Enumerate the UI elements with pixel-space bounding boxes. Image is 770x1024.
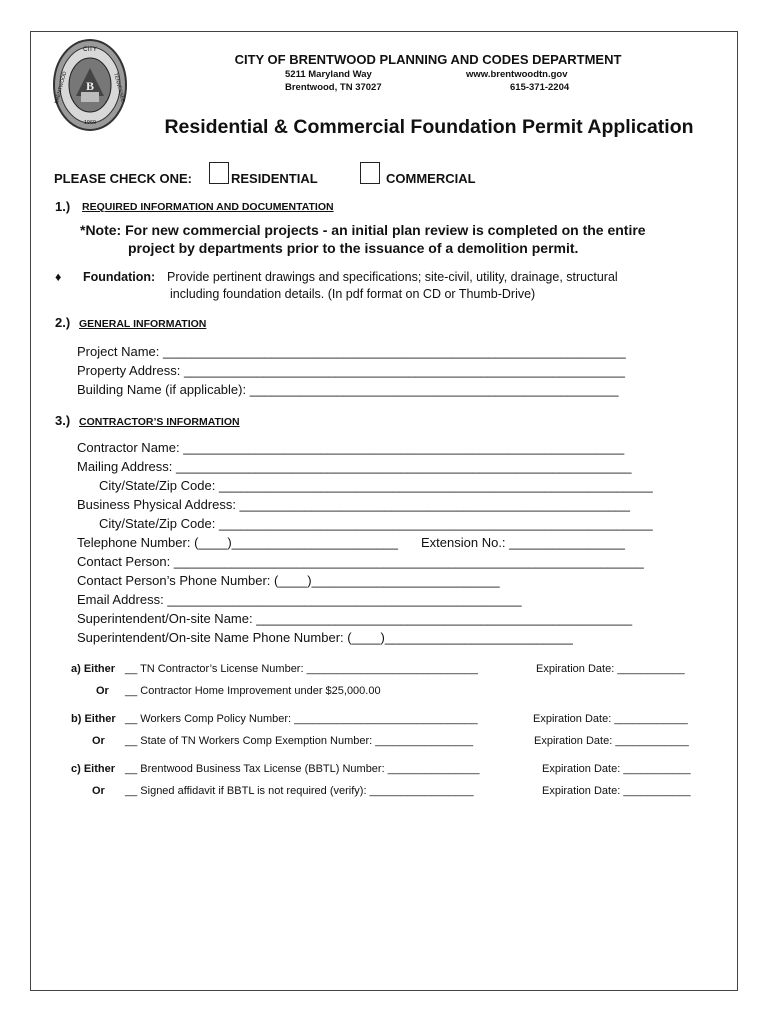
property-address-field[interactable]: Property Address: _____________________________________________________________ xyxy=(77,363,625,378)
seal-right-text: TENNESSEE xyxy=(112,72,126,104)
address-line2: Brentwood, TN 37027 xyxy=(285,82,382,93)
license-a-label: a) Either xyxy=(71,663,116,675)
business-physical-address-field[interactable]: Business Physical Address: ______________________________________________________ xyxy=(77,497,630,512)
project-name-field[interactable]: Project Name: ________________________________________________________________ xyxy=(77,344,626,359)
section1-title: REQUIRED INFORMATION AND DOCUMENTATION xyxy=(82,201,334,213)
tn-license-expiration[interactable]: Expiration Date: ___________ xyxy=(536,663,685,675)
telephone-number-field[interactable]: Telephone Number: (____)_______________________ xyxy=(77,535,398,550)
license-b-label: b) Either xyxy=(71,713,116,725)
phone-number: 615-371-2204 xyxy=(510,82,570,93)
signed-affidavit-expiration[interactable]: Expiration Date: ___________ xyxy=(542,785,691,797)
residential-checkbox[interactable] xyxy=(209,162,229,184)
seal-top-text: CITY xyxy=(83,47,97,53)
superintendent-phone-field[interactable]: Superintendent/On-site Name Phone Number: (____)__________________________ xyxy=(77,630,573,645)
check-one-label: PLEASE CHECK ONE: xyxy=(54,171,192,186)
commercial-label: COMMERCIAL xyxy=(386,171,476,186)
section2-title: GENERAL INFORMATION xyxy=(79,318,207,330)
bbtl-expiration[interactable]: Expiration Date: ___________ xyxy=(542,763,691,775)
section1-number: 1.) xyxy=(55,199,71,214)
building-name-field[interactable]: Building Name (if applicable): ___________________________________________________ xyxy=(77,382,619,397)
commercial-checkbox[interactable] xyxy=(360,162,380,184)
department-name: CITY OF BRENTWOOD PLANNING AND CODES DEPARTMENT xyxy=(234,52,622,67)
address-line1: 5211 Maryland Way xyxy=(285,69,372,80)
signed-affidavit-field[interactable]: __ Signed affidavit if BBTL is not required (verify): _________________ xyxy=(125,785,474,797)
seal-monogram: B xyxy=(85,79,95,93)
seal-left-text: BRENTWOOD xyxy=(53,70,69,105)
contact-phone-field[interactable]: Contact Person’s Phone Number: (____)__________________________ xyxy=(77,573,500,588)
foundation-text1: Provide pertinent drawings and specifications; site-civil, utility, drainage, structural xyxy=(167,270,618,284)
workers-comp-exemption-field[interactable]: __ State of TN Workers Comp Exemption Number: ________________ xyxy=(125,735,474,747)
superintendent-name-field[interactable]: Superintendent/On-site Name: ____________________________________________________ xyxy=(77,611,633,626)
section2-number: 2.) xyxy=(55,315,71,330)
license-c-or: Or xyxy=(92,785,105,797)
home-improvement-option[interactable]: __ Contractor Home Improvement under $25,000.00 xyxy=(125,685,381,697)
license-c-label: c) Either xyxy=(71,763,116,775)
section3-number: 3.) xyxy=(55,413,71,428)
extension-field[interactable]: Extension No.: ________________ xyxy=(421,535,625,550)
contact-person-field[interactable]: Contact Person: _________________________________________________________________ xyxy=(77,554,644,569)
note-line1: *Note: For new commercial projects - an initial plan review is completed on the entire xyxy=(80,222,646,238)
license-b-or: Or xyxy=(92,735,105,747)
foundation-text2: including foundation details. (In pdf format on CD or Thumb-Drive) xyxy=(170,287,536,301)
residential-label: RESIDENTIAL xyxy=(231,171,318,186)
bullet-icon: ♦ xyxy=(55,270,62,284)
page-title: Residential & Commercial Foundation Permit Application xyxy=(164,116,694,138)
workers-comp-expiration[interactable]: Expiration Date: ____________ xyxy=(533,713,688,725)
license-a-or: Or xyxy=(96,685,109,697)
section3-title: CONTRACTOR’S INFORMATION xyxy=(79,416,240,428)
bbtl-number-field[interactable]: __ Brentwood Business Tax License (BBTL) Number: _______________ xyxy=(125,763,480,775)
city-state-zip-field[interactable]: City/State/Zip Code: ____________________________________________________________ xyxy=(99,478,653,493)
note-line2: project by departments prior to the issuance of a demolition permit. xyxy=(128,240,579,256)
workers-comp-field[interactable]: __ Workers Comp Policy Number: ______________________________ xyxy=(125,713,478,725)
seal-bottom-text: 1969 xyxy=(83,120,97,126)
website-link[interactable]: www.brentwoodtn.gov xyxy=(466,69,568,80)
mailing-address-field[interactable]: Mailing Address: _______________________________________________________________ xyxy=(77,459,632,474)
foundation-label: Foundation: xyxy=(83,270,156,284)
tn-license-field[interactable]: __ TN Contractor’s License Number: ____________________________ xyxy=(125,663,478,675)
workers-comp-exemption-expiration[interactable]: Expiration Date: ____________ xyxy=(534,735,689,747)
business-city-state-zip-field[interactable]: City/State/Zip Code: ____________________________________________________________ xyxy=(99,516,653,531)
contractor-name-field[interactable]: Contractor Name: _____________________________________________________________ xyxy=(77,440,625,455)
email-address-field[interactable]: Email Address: _________________________________________________ xyxy=(77,592,522,607)
